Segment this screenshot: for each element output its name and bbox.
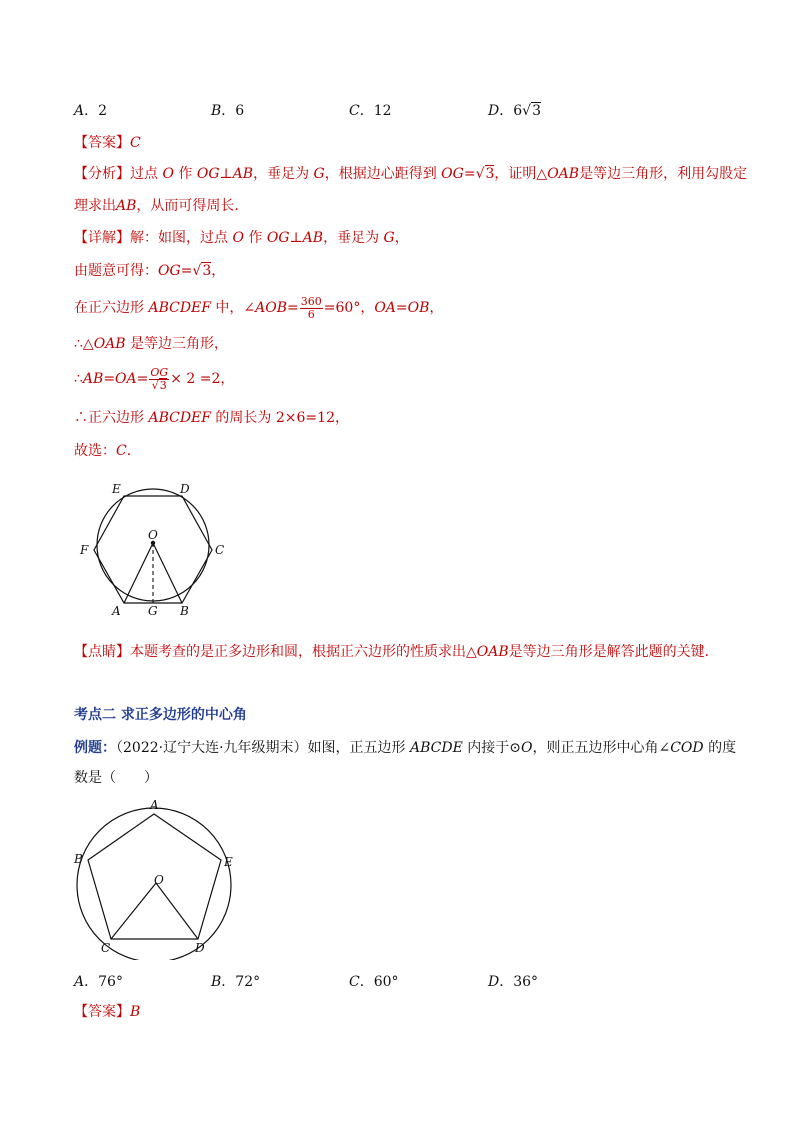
label-d: D [180,482,190,496]
label-b: B [180,604,189,618]
section-2-title: 考点二 求正多边形的中心角 [74,707,247,723]
label-o: O [154,873,164,887]
hexagon-figure [70,475,240,625]
label-g: G [148,604,158,618]
label-c: C [101,941,111,955]
fraction-og-sqrt3: $\frac{OG}{√3}$ [150,365,169,392]
q1-key-point: 【点睛】本题考查的是正多边形和圆，根据正六边形的性质求出△OAB是等边三角形是解答此题的关键． [74,644,719,660]
segment-oc [111,883,156,939]
q1-option-d: D．6√3 [488,103,541,119]
q1-option-b: B．6 [211,103,245,119]
segment-ob [153,543,182,603]
segment-oa [124,543,153,603]
q1-analysis-line2: 理求出AB，从而可得周长． [74,198,249,214]
label-f: F [80,543,89,557]
label-e: E [224,855,233,869]
q2-option-a: A．76° [74,974,123,990]
fraction-360-6: $\frac{360}{6}$ [300,294,322,321]
q1-detail-line1: 【详解】解：如图，过点 O 作 OG⊥AB，垂足为 G， [74,230,409,246]
label-a: A [112,604,121,618]
q2-option-c: C．60° [349,974,399,990]
q2-stem-line1: 例题：（2022·辽宁大连·九年级期末）如图，正五边形 ABCDE 内接于⊙O，则正五边形中心角∠COD 的度 [74,740,737,756]
q1-option-c: C．12 [349,103,392,119]
q2-stem-line2: 数是（ ） [74,770,158,786]
q2-answer: 【答案】B [74,1004,141,1020]
label-a: A [150,798,159,812]
q1-detail-line5: ∴AB=OA= $\frac{OG}{√3}$ × 2 =2， [74,365,235,392]
q1-detail-line6: ∴正六边形 ABCDEF 的周长为 2×6=12， [74,410,349,426]
label-d: D [195,941,205,955]
q1-detail-line2: 由题意可得：OG=√3， [74,263,226,279]
q1-detail-line4: ∴△OAB 是等边三角形， [74,336,229,352]
q1-analysis-line1: 【分析】过点 O 作 OG⊥AB，垂足为 G，根据边心距得到 OG=√3，证明△OAB是等边三角形，利用勾股定 [74,166,748,182]
label-e: E [112,482,121,496]
q2-option-b: B．72° [211,974,261,990]
label-b: B [74,852,83,866]
label-o: O [148,528,158,542]
q1-detail-line7: 故选：C． [74,443,141,459]
label-c: C [215,543,225,557]
q1-option-a: A．2 [74,103,108,119]
q1-detail-line3: 在正六边形 ABCDEF 中，∠AOB= $\frac{360}{6}$ =60°，OA=OB， [74,294,444,321]
q2-option-d: D．36° [488,974,539,990]
q1-answer: 【答案】C [74,135,141,151]
pentagon-figure [68,795,248,960]
segment-od [156,883,198,939]
